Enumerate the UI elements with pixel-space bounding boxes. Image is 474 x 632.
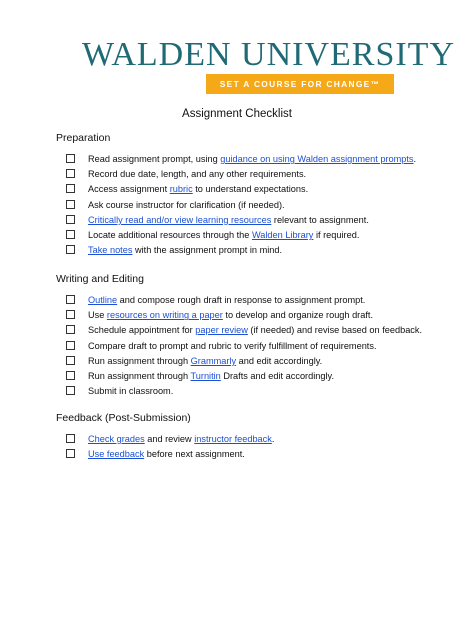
checklist-item <box>66 213 369 227</box>
checklist-item <box>66 384 173 398</box>
empty-checkbox-icon[interactable] <box>66 310 75 319</box>
item-text: Ask course instructor for clarification (if needed). <box>88 199 285 210</box>
empty-checkbox-icon[interactable] <box>66 245 75 254</box>
section-heading-preparation: Preparation <box>56 132 111 144</box>
item-text: Record due date, length, and any other requirements. <box>88 169 307 180</box>
checklist-item <box>66 293 365 307</box>
resource-link[interactable]: Grammarly <box>190 355 237 366</box>
item-text: if required. <box>313 230 360 240</box>
checklist-item <box>66 152 416 166</box>
checklist-item <box>66 369 334 383</box>
logo-tagline: SET A COURSE FOR CHANGE™ <box>206 74 394 94</box>
empty-checkbox-icon[interactable] <box>66 386 75 395</box>
empty-checkbox-icon[interactable] <box>66 341 75 350</box>
checklist-item <box>66 323 422 337</box>
item-text: Drafts and edit accordingly. <box>220 371 334 381</box>
page-title: Assignment Checklist <box>182 108 292 120</box>
empty-checkbox-icon[interactable] <box>66 356 75 365</box>
item-text: Run assignment through <box>88 371 191 381</box>
checklist-item <box>66 198 285 212</box>
item-text: Access assignment <box>88 184 170 195</box>
empty-checkbox-icon[interactable] <box>66 169 75 178</box>
logo-wordmark: WALDEN UNIVERSITY <box>82 36 456 73</box>
item-text: and edit accordingly. <box>236 355 323 366</box>
item-text: with the assignment prompt in mind. <box>132 245 283 256</box>
item-text: and review <box>144 434 195 444</box>
item-text: Schedule appointment for <box>88 325 196 336</box>
checklist-item <box>66 167 306 181</box>
checklist-item <box>66 447 245 461</box>
empty-checkbox-icon[interactable] <box>66 154 75 163</box>
empty-checkbox-icon[interactable] <box>66 184 75 193</box>
resource-link[interactable]: guidance on using Walden assignment prompts <box>220 154 414 164</box>
item-text: Submit in classroom. <box>88 386 174 397</box>
item-text: Locate additional resources through the <box>88 230 252 240</box>
item-text: before next assignment. <box>144 449 245 460</box>
empty-checkbox-icon[interactable] <box>66 434 75 443</box>
item-text: to understand expectations. <box>192 184 309 195</box>
resource-link[interactable]: Use feedback <box>88 449 145 460</box>
checklist-item <box>66 182 308 196</box>
checklist-item <box>66 339 377 353</box>
resource-link[interactable]: Critically read and/or view learning resources <box>88 214 272 225</box>
empty-checkbox-icon[interactable] <box>66 449 75 458</box>
checklist-item <box>66 243 282 257</box>
walden-logo <box>82 36 456 89</box>
section-heading-writing-editing: Writing and Editing <box>56 273 144 285</box>
item-text: (if needed) and revise based on feedback. <box>247 325 423 336</box>
resource-link[interactable]: Take notes <box>88 245 133 256</box>
resource-link[interactable]: Outline <box>88 295 118 305</box>
item-text: to develop and organize rough draft. <box>222 310 374 321</box>
checklist-item <box>66 228 359 242</box>
item-text: and compose rough draft in response to assignment prompt. <box>117 295 366 305</box>
resource-link[interactable]: instructor feedback <box>194 434 272 444</box>
resource-link[interactable]: rubric <box>169 184 193 195</box>
resource-link[interactable]: paper review <box>195 325 248 336</box>
empty-checkbox-icon[interactable] <box>66 215 75 224</box>
resource-link[interactable]: resources on writing a paper <box>106 310 223 321</box>
item-text: Run assignment through <box>88 355 191 366</box>
item-text: . <box>413 154 417 164</box>
section-heading-feedback: Feedback (Post-Submission) <box>56 412 191 424</box>
checklist-item <box>66 354 322 368</box>
item-text: Compare draft to prompt and rubric to verify fulfillment of requirements. <box>88 340 377 351</box>
empty-checkbox-icon[interactable] <box>66 371 75 380</box>
resource-link[interactable]: Check grades <box>88 434 145 444</box>
empty-checkbox-icon[interactable] <box>66 230 75 239</box>
empty-checkbox-icon[interactable] <box>66 200 75 209</box>
empty-checkbox-icon[interactable] <box>66 295 75 304</box>
item-text: Read assignment prompt, using <box>88 154 221 164</box>
item-text: relevant to assignment. <box>271 214 369 225</box>
item-text: . <box>271 434 275 444</box>
checklist-item <box>66 308 373 322</box>
resource-link[interactable]: Walden Library <box>251 230 314 240</box>
resource-link[interactable]: Turnitin <box>190 371 221 381</box>
empty-checkbox-icon[interactable] <box>66 325 75 334</box>
checklist-item <box>66 432 274 446</box>
item-text: Use <box>88 310 107 321</box>
